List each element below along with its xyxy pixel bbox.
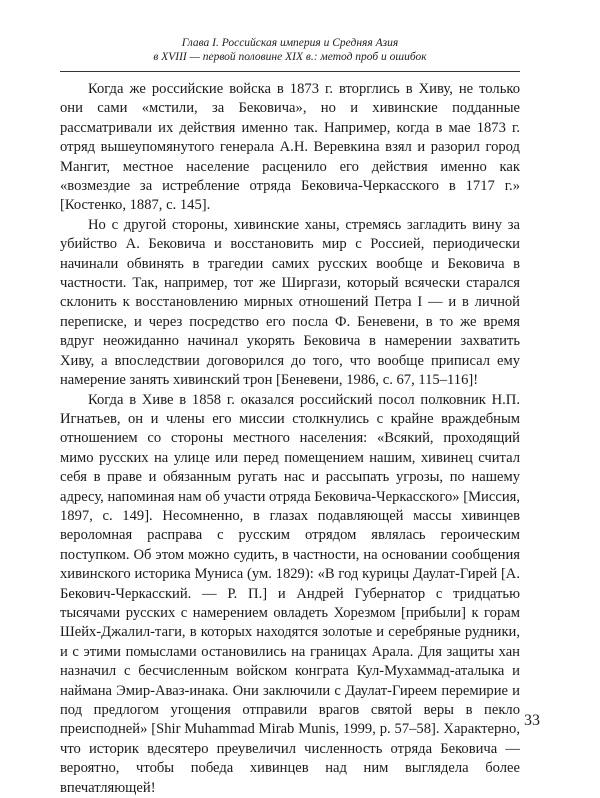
running-header-line-2: в XVIII — первой половине XIX в.: метод проб и ошибок — [60, 50, 520, 64]
running-header — [60, 36, 520, 64]
running-header-line-1: Глава I. Российская империя и Средняя Азия — [60, 36, 520, 50]
paragraph-2: Но с другой стороны, хивинские ханы, стремясь загладить вину за убийство А. Бековича и восстановить мир с Россией, периодически начинали обвинять в трагедии самих русских вообще и Бековича в частности. Так, например, тот же Ширгази, который всячески старался склонить к восстановлению мирных отношений Петра I — и в личной переписке, и через посредство его посла Ф. Беневени, в то же время вдруг неожиданно начинал укорять Бековича в намерении захватить Хиву, а впоследствии договорился до того, что вообще приписал ему намерение занять хивинский трон [Беневени, 1986, с. 67, 115–116]! — [60, 216, 520, 391]
paragraph-3: Когда в Хиве в 1858 г. оказался российский посол полковник Н.П. Игнатьев, он и члены его миссии столкнулись с крайне враждебным отношением со стороны местного населения: «Всякий, проходящий мимо русских на улице или перед помещением нашим, хивинец считал себя в праве и обязанным ругать нас и рассыпать угрозы, по нашему адресу, напоминая нам об участи отряда Бековича-Черкасского» [Миссия, 1897, с. 149]. Несомненно, в глазах подавляющей массы хивинцев вероломная расправа с русским отрядом являлась героическим поступком. Об этом можно судить, в частности, на основании сообщения хивинского историка Муниса (ум. 1829): «В год курицы Даулат-Гирей [А. Бекович-Черкасский. — Р. П.] и Андрей Губернатор с тридцатью тысячами русских с намерением овладеть Хорезмом [прибыли] к горам Шейх-Джалил-таги, в которых находятся золотые и серебряные рудники, и с этими помыслами остановились на границах Арала. Для защиты хан назначил с бесчисленным войском конграта Кул-Мухаммад-аталыка и найманa Эмир-Аваз-инака. Они заключили с Даулат-Гиреем перемирие и под предлогом угощения отправили врагов святой веры в пекло преисподней» [Shir Muhammad Mirab Munis, 1999, p. 57–58]. Характерно, что историк вдесятеро преувеличил численность отряда Бековича — вероятно, чтобы победа хивинцев над ним выглядела более впечатляющей! — [60, 391, 520, 798]
main-text — [60, 80, 520, 798]
paragraph-1: Когда же российские войска в 1873 г. вторглись в Хиву, не только они сами «мстили, за Бековича», но и хивинские подданные рассматривали их действия именно так. Например, когда в мае 1873 г. отряд вышеупомянутого генерала А.Н. Веревкина взял и разорил город Мангит, местное население расценило его действия именно как «возмездие за истребление отряда Бековича-Черкасского в 1717 г.» [Костенко, 1887, с. 145]. — [60, 80, 520, 216]
header-divider — [60, 71, 520, 72]
page-number: 33 — [524, 712, 540, 730]
